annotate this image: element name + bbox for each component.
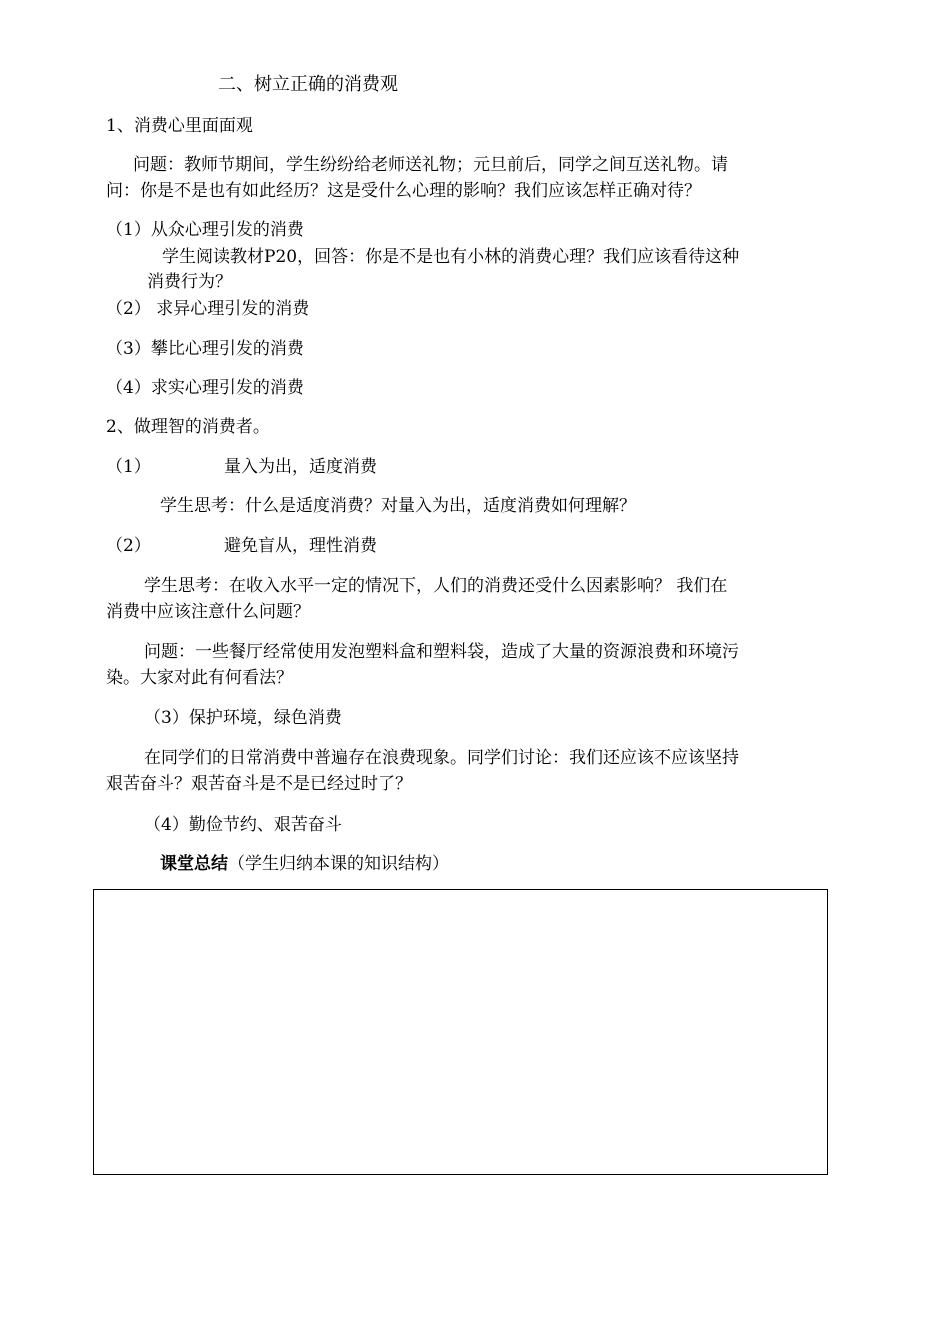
list-item-practical: （4）求实心理引发的消费 xyxy=(106,378,304,398)
part1-title: 1、消费心里面面观 xyxy=(106,116,253,136)
part2-item1-think: 学生思考：什么是适度消费？对量入为出，适度消费如何理解？ xyxy=(160,496,636,516)
part2-item2-number: （2） xyxy=(106,536,151,556)
part2-item1-number: （1） xyxy=(106,457,151,477)
part2-item2-text: 避免盲从，理性消费 xyxy=(224,536,377,556)
list-item-comparison: （3）攀比心理引发的消费 xyxy=(106,339,304,359)
part1-question-line1: 问题：教师节期间，学生纷纷给老师送礼物；元旦前后，同学之间互送礼物。请 xyxy=(133,155,728,175)
part2-question-line1: 问题：一些餐厅经常使用发泡塑料盒和塑料袋，造成了大量的资源浪费和环境污 xyxy=(144,642,739,662)
part2-item3: （3）保护环境，绿色消费 xyxy=(144,708,342,728)
list-item-novelty: （2） 求异心理引发的消费 xyxy=(106,299,310,319)
summary-label-rest: （学生归纳本课的知识结构） xyxy=(228,854,449,874)
part2-item2-think-line1: 学生思考：在收入水平一定的情况下，人们的消费还受什么因素影响？ 我们在 xyxy=(144,576,728,596)
summary-label-bold: 课堂总结 xyxy=(160,854,228,874)
part2-discuss-line1: 在同学们的日常消费中普遍存在浪费现象。同学们讨论：我们还应该不应该坚持 xyxy=(144,748,739,768)
part2-item2-think-line2: 消费中应该注意什么问题？ xyxy=(106,602,310,622)
part2-question-line2: 染。大家对此有何看法？ xyxy=(106,668,293,688)
part1-question-line2: 问：你是不是也有如此经历？这是受什么心理的影响？我们应该怎样正确对待？ xyxy=(106,181,701,201)
part2-discuss-line2: 艰苦奋斗？艰苦奋斗是不是已经过时了？ xyxy=(106,774,412,794)
part2-title: 2、做理智的消费者。 xyxy=(106,417,270,437)
section-title: 二、树立正确的消费观 xyxy=(218,74,398,95)
summary-box xyxy=(93,889,828,1175)
summary-heading xyxy=(160,853,449,875)
reading-line2: 消费行为？ xyxy=(147,272,232,292)
list-item-conformity: （1）从众心理引发的消费 xyxy=(106,220,304,240)
reading-line1: 学生阅读教材P20，回答：你是不是也有小林的消费心理？我们应该看待这种 xyxy=(162,247,740,267)
part2-item1-text: 量入为出，适度消费 xyxy=(224,457,377,477)
part2-item4: （4）勤俭节约、艰苦奋斗 xyxy=(144,815,342,835)
